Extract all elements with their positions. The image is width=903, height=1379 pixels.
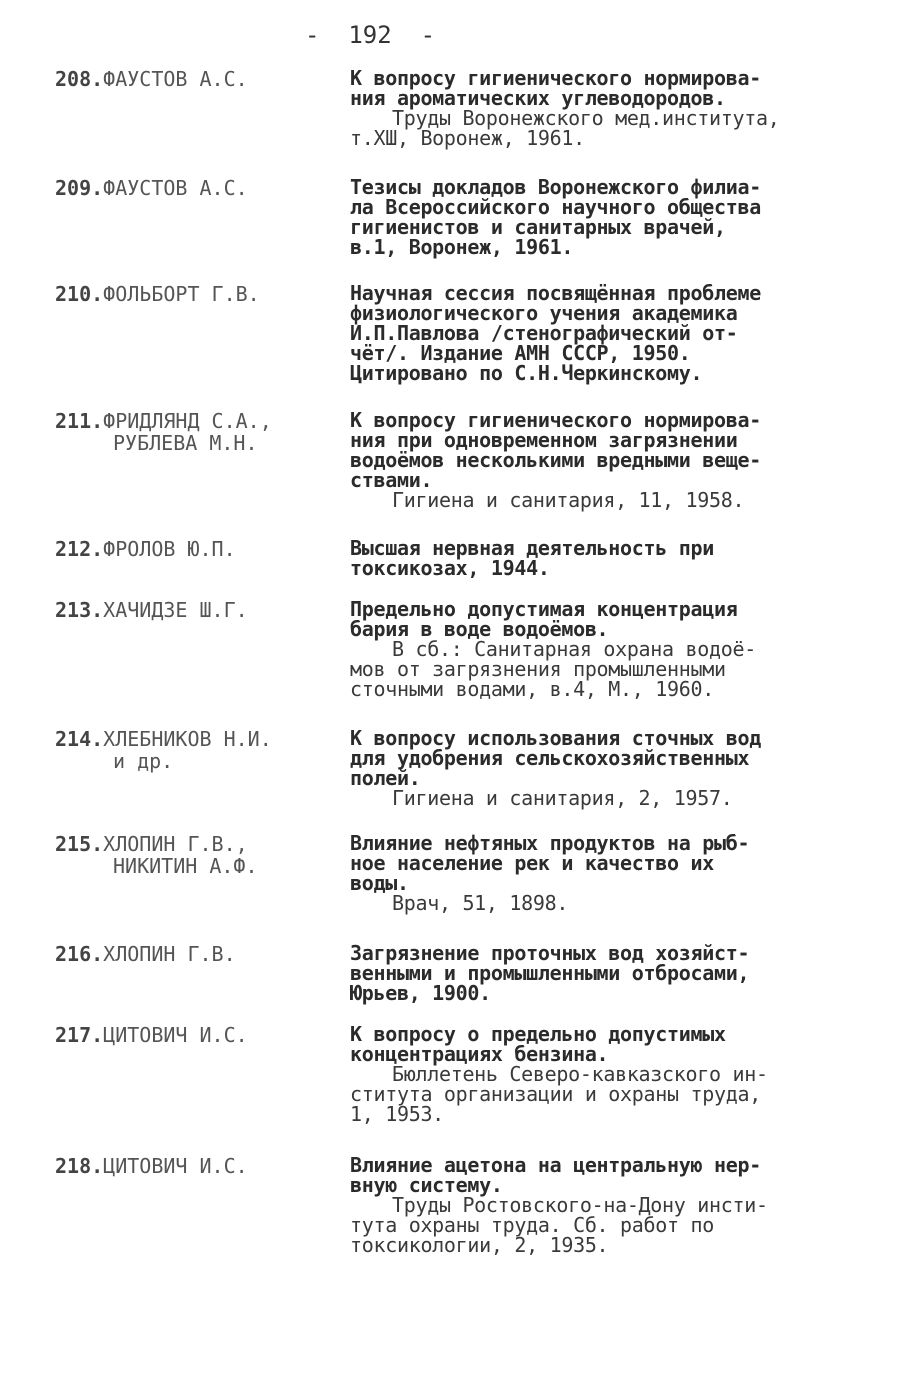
citation-line: Юрьев, 1900.: [350, 981, 491, 1005]
entry-citation: [350, 68, 850, 148]
entry-citation: [350, 728, 850, 808]
entry-citation: [350, 1024, 850, 1124]
entry-author: [55, 599, 335, 621]
citation-source-line: Гигиена и санитария, 2, 1957.: [392, 786, 733, 810]
entry-author: [55, 177, 335, 199]
citation-source-line: Труды Воронежского мед.института,: [392, 106, 780, 130]
citation-source-line: Врач, 51, 1898.: [392, 891, 569, 915]
citation-line: К вопросу о предельно допустимых: [350, 1022, 726, 1046]
entry-author: [55, 1155, 335, 1177]
entry-number: 214.: [55, 727, 104, 751]
entry-author: [55, 283, 335, 305]
entry-author-primary: ФОЛЬБОРТ Г.В.: [103, 282, 260, 306]
citation-line: в.1, Воронеж, 1961.: [350, 235, 574, 259]
entry-author-primary: ФАУСТОВ А.С.: [103, 176, 248, 200]
citation-source-line: токсикологии, 2, 1935.: [350, 1233, 609, 1257]
entry-citation: [350, 833, 850, 913]
entry-citation: [350, 410, 850, 510]
citation-line: воды.: [350, 871, 409, 895]
citation-line: гигиенистов и санитарных врачей,: [350, 215, 726, 239]
citation-line: физиологического учения академика: [350, 301, 738, 325]
entry-number: 216.: [55, 942, 104, 966]
entry-author: [55, 1024, 335, 1046]
entry-author-primary: ХЛЕБНИКОВ Н.И.: [103, 727, 272, 751]
citation-line: концентрациях бензина.: [350, 1042, 609, 1066]
entry-citation: [350, 177, 850, 257]
entry-author-primary: ЦИТОВИЧ И.С.: [103, 1023, 248, 1047]
entry-number: 213.: [55, 598, 104, 622]
citation-line: Научная сессия посвящённая проблеме: [350, 281, 761, 305]
citation-source-line: т.ХШ, Воронеж, 1961.: [350, 126, 585, 150]
citation-line: ла Всероссийского научного общества: [350, 195, 761, 219]
citation-source-line: Бюллетень Северо-кавказского ин-: [392, 1062, 768, 1086]
citation-line: Загрязнение проточных вод хозяйст-: [350, 941, 750, 965]
entry-author: [55, 833, 335, 877]
entry-author-primary: ФРОЛОВ Ю.П.: [103, 537, 236, 561]
entry-author-secondary: РУБЛЕВА М.Н.: [113, 431, 258, 455]
entry-author: [55, 943, 335, 965]
citation-source-line: ститута организации и охраны труда,: [350, 1082, 761, 1106]
citation-source-line: Труды Ростовского-на-Дону инсти-: [392, 1193, 768, 1217]
citation-line: К вопросу гигиенического нормирова-: [350, 408, 761, 432]
citation-source-line: сточными водами, в.4, М., 1960.: [350, 677, 714, 701]
entry-number: 210.: [55, 282, 104, 306]
citation-line: Высшая нервная деятельность при: [350, 536, 714, 560]
citation-source-line: мов от загрязнения промышленными: [350, 657, 726, 681]
citation-line: ное население рек и качество их: [350, 851, 714, 875]
citation-line: венными и промышленными отбросами,: [350, 961, 750, 985]
citation-line: И.П.Павлова /стенографический от-: [350, 321, 738, 345]
citation-line: К вопросу использования сточных вод: [350, 726, 761, 750]
entry-author-primary: ХАЧИДЗЕ Ш.Г.: [103, 598, 248, 622]
entry-author-secondary: НИКИТИН А.Ф.: [113, 854, 258, 878]
citation-line: полей.: [350, 766, 421, 790]
entry-author: [55, 410, 335, 454]
entry-author: [55, 538, 335, 560]
citation-source-line: Гигиена и санитария, 11, 1958.: [392, 488, 745, 512]
citation-line: ствами.: [350, 468, 433, 492]
entry-author-secondary: и др.: [113, 749, 174, 773]
citation-line: Влияние нефтяных продуктов на рыб-: [350, 831, 750, 855]
entry-author: [55, 728, 335, 772]
entry-citation: [350, 538, 850, 578]
citation-source-line: В сб.: Санитарная охрана водоё-: [392, 637, 756, 661]
entry-number: 211.: [55, 409, 104, 433]
entry-number: 215.: [55, 832, 104, 856]
entry-number: 217.: [55, 1023, 104, 1047]
entry-number: 218.: [55, 1154, 104, 1178]
entry-citation: [350, 599, 850, 699]
citation-line: чёт/. Издание АМН СССР, 1950.: [350, 341, 691, 365]
citation-line: Предельно допустимая концентрация: [350, 597, 738, 621]
entry-author-primary: ХЛОПИН Г.В.: [103, 942, 236, 966]
entry-citation: [350, 943, 850, 1003]
entry-number: 208.: [55, 67, 104, 91]
citation-line: Влияние ацетона на центральную нер-: [350, 1153, 761, 1177]
citation-line: бария в воде водоёмов.: [350, 617, 609, 641]
citation-line: К вопросу гигиенического нормирова-: [350, 66, 761, 90]
citation-line: для удобрения сельскохозяйственных: [350, 746, 750, 770]
citation-line: Тезисы докладов Воронежского филиа-: [350, 175, 761, 199]
entry-author: [55, 68, 335, 90]
citation-source-line: 1, 1953.: [350, 1102, 444, 1126]
entry-citation: [350, 1155, 850, 1255]
entry-number: 209.: [55, 176, 104, 200]
citation-line: ния ароматических углеводородов.: [350, 86, 726, 110]
citation-line: токсикозах, 1944.: [350, 556, 550, 580]
entry-author-primary: ХЛОПИН Г.В.,: [103, 832, 248, 856]
entry-author-primary: ЦИТОВИЧ И.С.: [103, 1154, 248, 1178]
entry-citation: [350, 283, 850, 383]
citation-line: водоёмов несколькими вредными веще-: [350, 448, 761, 472]
citation-line: ния при одновременном загрязнении: [350, 428, 738, 452]
citation-line: вную систему.: [350, 1173, 503, 1197]
entry-author-primary: ФРИДЛЯНД С.А.,: [103, 409, 272, 433]
entry-number: 212.: [55, 537, 104, 561]
entry-author-primary: ФАУСТОВ А.С.: [103, 67, 248, 91]
citation-line: Цитировано по С.Н.Черкинскому.: [350, 361, 703, 385]
citation-source-line: тута охраны труда. Сб. работ по: [350, 1213, 714, 1237]
page-number: - 192 -: [305, 21, 436, 49]
